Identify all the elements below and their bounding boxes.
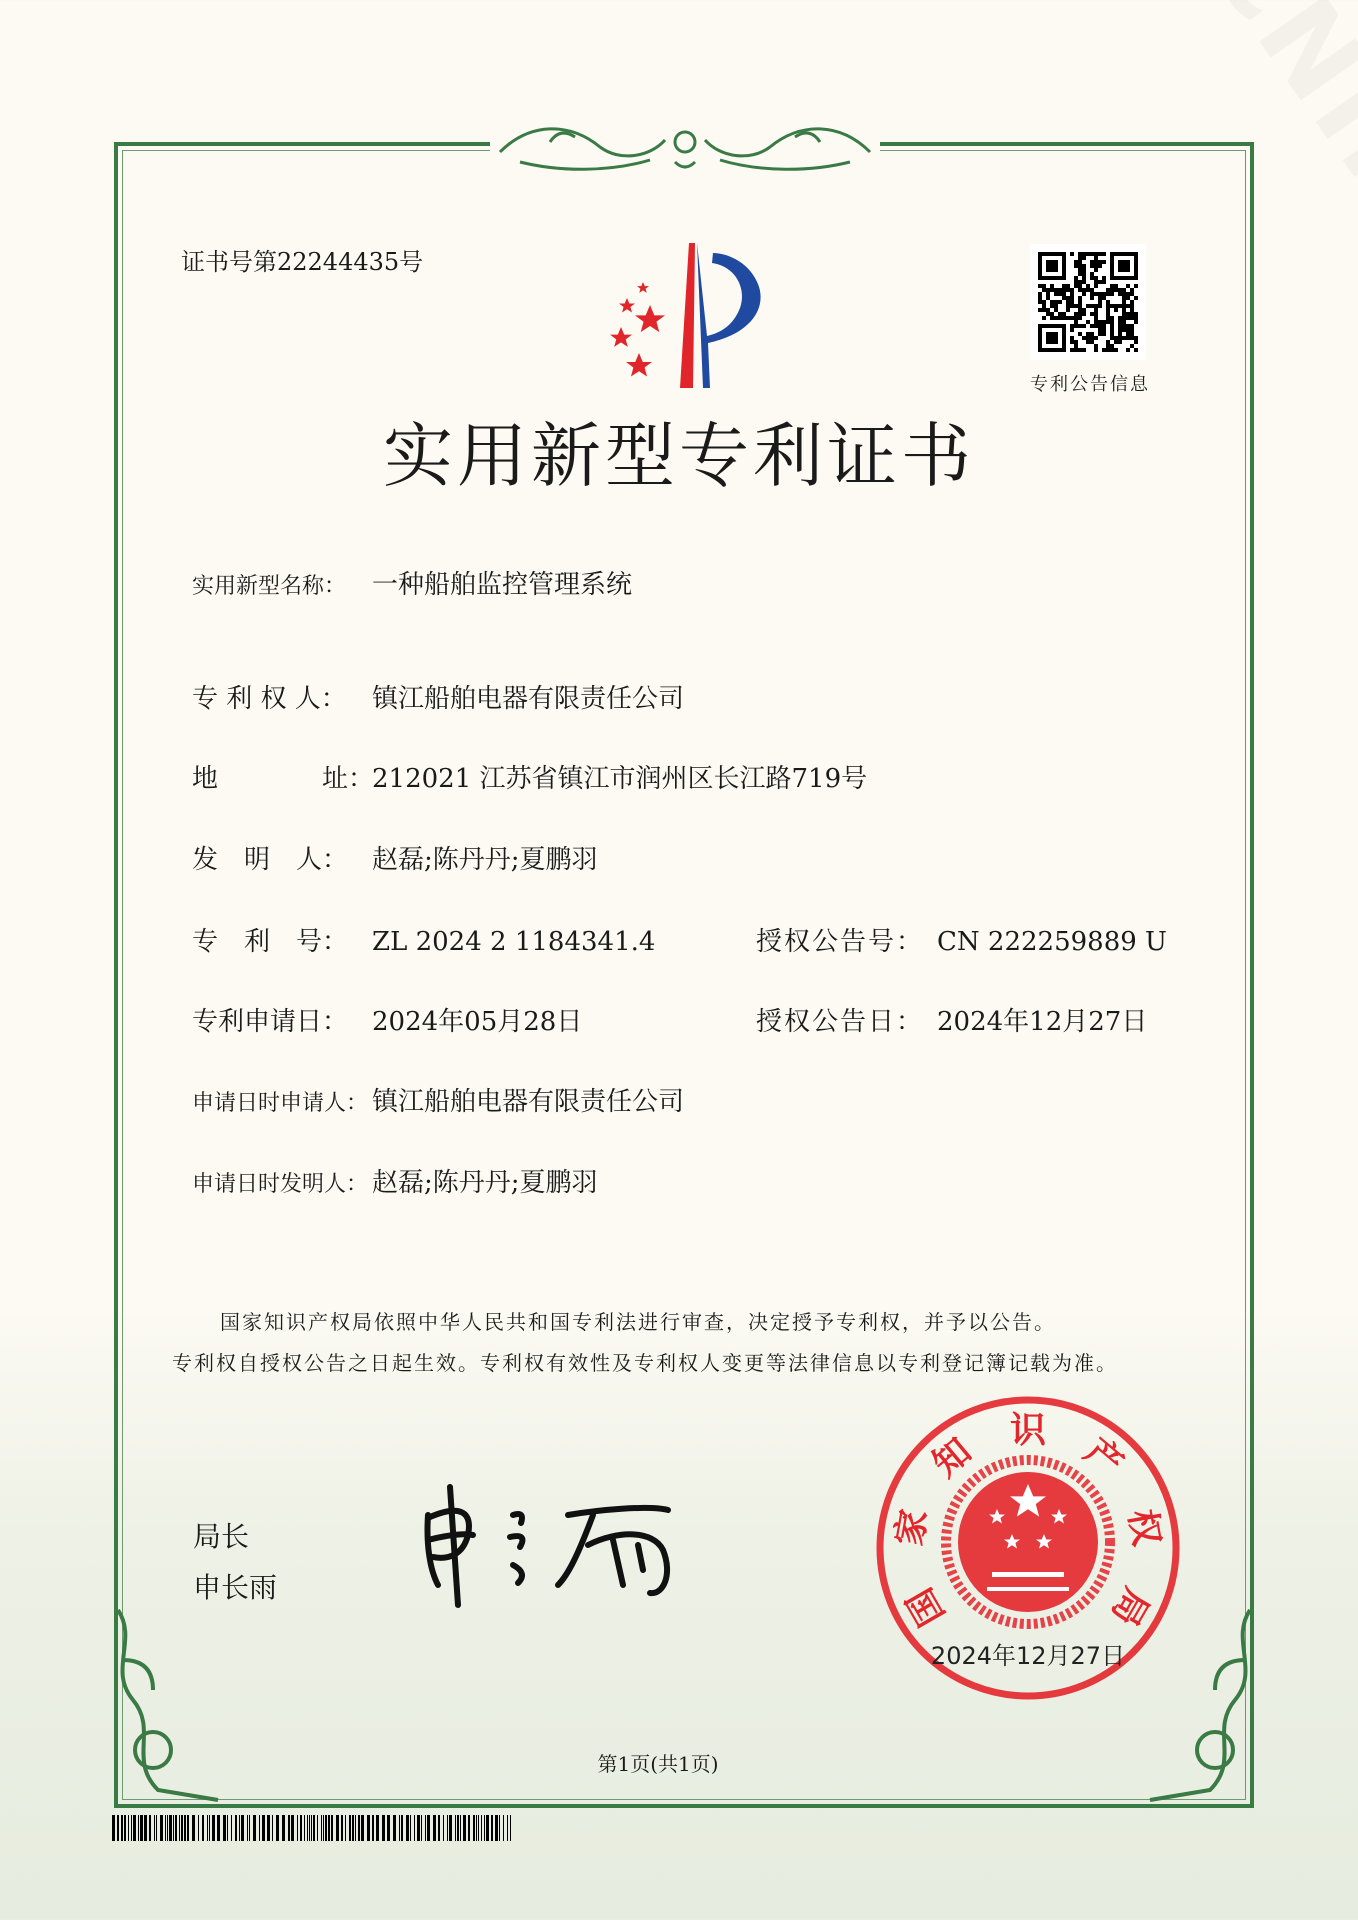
barcode-bar	[276, 1815, 279, 1841]
top-ornament	[490, 112, 880, 182]
barcode-bar	[202, 1815, 204, 1841]
page-title: 实用新型专利证书	[383, 415, 975, 497]
barcode-bar	[355, 1815, 356, 1841]
barcode-bar	[165, 1815, 166, 1841]
statement-line: 国家知识产权局依照中华人民共和国专利法进行审查，决定授予专利权，并予以公告。	[220, 1310, 1056, 1334]
page-number: 第1页(共1页)	[597, 1752, 719, 1776]
barcode-bar	[173, 1815, 174, 1841]
field-label: 专 利 权 人：	[192, 684, 347, 714]
field-value: 镇江船舶电器有限责任公司	[372, 684, 685, 714]
statement-line: 专利权自授权公告之日起生效。专利权有效性及专利权人变更等法律信息以专利登记簿记载为准。	[172, 1351, 1118, 1375]
seal-character: 产	[1076, 1430, 1131, 1486]
barcode-bar	[217, 1815, 220, 1841]
qr-label: 专利公告信息	[1030, 374, 1150, 395]
barcode-bar	[239, 1815, 240, 1841]
barcode-bar	[241, 1815, 244, 1841]
field-value: 2024年05月28日	[372, 1007, 583, 1037]
barcode-bar	[382, 1815, 385, 1841]
barcode-bar	[192, 1815, 195, 1841]
barcode-bar	[181, 1815, 183, 1841]
barcode-bar	[352, 1815, 354, 1841]
barcode-bar	[267, 1815, 270, 1841]
barcode-bar	[325, 1815, 327, 1841]
barcode-bar	[443, 1815, 444, 1841]
barcode-bar	[184, 1815, 186, 1841]
barcode-bar	[460, 1815, 461, 1841]
field-applicant-at-filing	[192, 1081, 684, 1118]
barcode-bar	[175, 1815, 177, 1841]
field-label: 实用新型名称：	[192, 574, 347, 599]
barcode-bar	[272, 1815, 273, 1841]
barcode-bar	[323, 1815, 324, 1841]
field-label: 申请日时发明人：	[192, 1172, 369, 1197]
barcode-bar	[179, 1815, 180, 1841]
barcode-bar	[247, 1815, 248, 1841]
field-label: 专 利 号：	[192, 927, 349, 957]
field-label: 发 明 人：	[192, 845, 349, 875]
barcode-bar	[187, 1815, 189, 1841]
field-label: 专利申请日：	[192, 1007, 349, 1037]
barcode-bar	[321, 1815, 322, 1841]
barcode-bar	[410, 1815, 411, 1841]
barcode-bar	[401, 1815, 403, 1841]
barcode-bar	[345, 1815, 346, 1841]
barcode-bar	[421, 1815, 422, 1841]
barcode-bar	[262, 1815, 265, 1841]
field-value: 一种船舶监控管理系统	[372, 570, 633, 600]
seal-character: 局	[1103, 1580, 1157, 1633]
barcode-bar	[393, 1815, 396, 1841]
field-inventor	[192, 839, 598, 876]
field-value: 镇江船舶电器有限责任公司	[372, 1087, 685, 1117]
field-address	[192, 758, 867, 795]
barcode-bar	[131, 1815, 132, 1841]
seal-date: 2024年12月27日	[930, 1642, 1126, 1670]
barcode-bar	[481, 1815, 482, 1841]
barcode-bar	[486, 1815, 489, 1841]
barcode-bar	[304, 1815, 305, 1841]
barcode-bar	[313, 1815, 315, 1841]
barcode-bar	[328, 1815, 330, 1841]
barcode-bar	[160, 1815, 163, 1841]
barcode-bar	[212, 1815, 215, 1841]
barcode-bar	[510, 1815, 511, 1841]
barcode-bar	[223, 1815, 226, 1841]
field-value: ZL 2024 2 1184341.4	[372, 927, 656, 957]
barcode-bar	[291, 1815, 294, 1841]
barcode-bar	[491, 1815, 493, 1841]
seal-character: 家	[888, 1506, 936, 1549]
barcode-bar	[455, 1815, 456, 1841]
barcode-bar	[117, 1815, 119, 1841]
barcode-bar	[198, 1815, 199, 1841]
barcode-bar	[499, 1815, 500, 1841]
barcode	[112, 1815, 516, 1841]
qr-code[interactable]	[1030, 244, 1146, 360]
field-utility-model-name	[192, 564, 632, 601]
field-announcement-date	[756, 1001, 1147, 1038]
barcode-bar	[372, 1815, 374, 1841]
barcode-bar	[156, 1815, 157, 1841]
seal-character: 识	[1009, 1410, 1047, 1451]
corner-ornament-left	[108, 1600, 228, 1810]
seal-character: 权	[1120, 1506, 1168, 1549]
barcode-bar	[227, 1815, 228, 1841]
barcode-bar	[484, 1815, 485, 1841]
certificate-number: 证书号第22244435号	[181, 248, 424, 276]
field-patent-number	[192, 921, 655, 958]
field-value: 212021 江苏省镇江市润州区长江路719号	[372, 764, 868, 794]
barcode-bar	[311, 1815, 312, 1841]
barcode-bar	[336, 1815, 339, 1841]
barcode-bar	[140, 1815, 143, 1841]
barcode-bar	[457, 1815, 459, 1841]
barcode-bar	[478, 1815, 479, 1841]
barcode-bar	[144, 1815, 147, 1841]
barcode-bar	[169, 1815, 172, 1841]
barcode-bar	[309, 1815, 310, 1841]
barcode-bar	[495, 1815, 498, 1841]
field-value: 2024年12月27日	[937, 1007, 1148, 1037]
barcode-bar	[433, 1815, 436, 1841]
field-value: CN 222259889 U	[937, 927, 1167, 957]
barcode-bar	[349, 1815, 351, 1841]
barcode-bar	[414, 1815, 415, 1841]
signatory-title: 局长	[193, 1520, 250, 1553]
seal-character: 知	[925, 1430, 980, 1486]
barcode-bar	[300, 1815, 302, 1841]
barcode-bar	[149, 1815, 151, 1841]
field-label: 地 址：	[192, 764, 375, 794]
barcode-bar	[468, 1815, 470, 1841]
field-label: 申请日时申请人：	[192, 1091, 369, 1116]
barcode-bar	[341, 1815, 343, 1841]
field-value: 赵磊;陈丹丹;夏鹏羽	[372, 1168, 598, 1198]
field-inventor-at-filing	[192, 1162, 598, 1199]
barcode-bar	[331, 1815, 333, 1841]
signatory-name: 申长雨	[193, 1571, 278, 1604]
cnipa-logo-icon	[585, 238, 785, 393]
barcode-bar	[449, 1815, 452, 1841]
barcode-bar	[317, 1815, 318, 1841]
official-seal	[872, 1392, 1184, 1704]
barcode-bar	[154, 1815, 155, 1841]
barcode-bar	[476, 1815, 477, 1841]
barcode-bar	[167, 1815, 168, 1841]
barcode-bar	[417, 1815, 420, 1841]
barcode-bar	[231, 1815, 232, 1841]
barcode-bar	[463, 1815, 466, 1841]
barcode-bar	[358, 1815, 360, 1841]
barcode-bar	[367, 1815, 370, 1841]
field-label: 授权公告日：	[756, 1007, 925, 1037]
barcode-bar	[406, 1815, 409, 1841]
barcode-bar	[112, 1815, 115, 1841]
barcode-bar	[425, 1815, 426, 1841]
barcode-bar	[249, 1815, 250, 1841]
barcode-bar	[307, 1815, 308, 1841]
signature	[418, 1475, 708, 1610]
field-label: 授权公告号：	[756, 927, 925, 957]
barcode-bar	[133, 1815, 136, 1841]
barcode-bar	[259, 1815, 260, 1841]
barcode-bar	[427, 1815, 430, 1841]
barcode-bar	[207, 1815, 208, 1841]
barcode-bar	[124, 1815, 126, 1841]
barcode-bar	[507, 1815, 508, 1841]
qr-code-icon	[1038, 252, 1138, 352]
barcode-bar	[288, 1815, 290, 1841]
seal-character: 国	[899, 1580, 953, 1633]
field-announcement-number	[756, 921, 1167, 958]
barcode-bar	[399, 1815, 400, 1841]
field-patentee	[192, 678, 684, 715]
barcode-bar	[297, 1815, 298, 1841]
barcode-bar	[361, 1815, 364, 1841]
field-value: 赵磊;陈丹丹;夏鹏羽	[372, 845, 598, 875]
barcode-bar	[438, 1815, 440, 1841]
barcode-bar	[387, 1815, 390, 1841]
barcode-bar	[503, 1815, 504, 1841]
barcode-bar	[253, 1815, 256, 1841]
barcode-bar	[209, 1815, 210, 1841]
barcode-bar	[138, 1815, 139, 1841]
barcode-bar	[447, 1815, 448, 1841]
barcode-bar	[376, 1815, 379, 1841]
barcode-bar	[235, 1815, 237, 1841]
barcode-bar	[282, 1815, 285, 1841]
field-filing-date	[192, 1001, 582, 1038]
barcode-bar	[121, 1815, 123, 1841]
barcode-bar	[473, 1815, 475, 1841]
barcode-bar	[128, 1815, 129, 1841]
